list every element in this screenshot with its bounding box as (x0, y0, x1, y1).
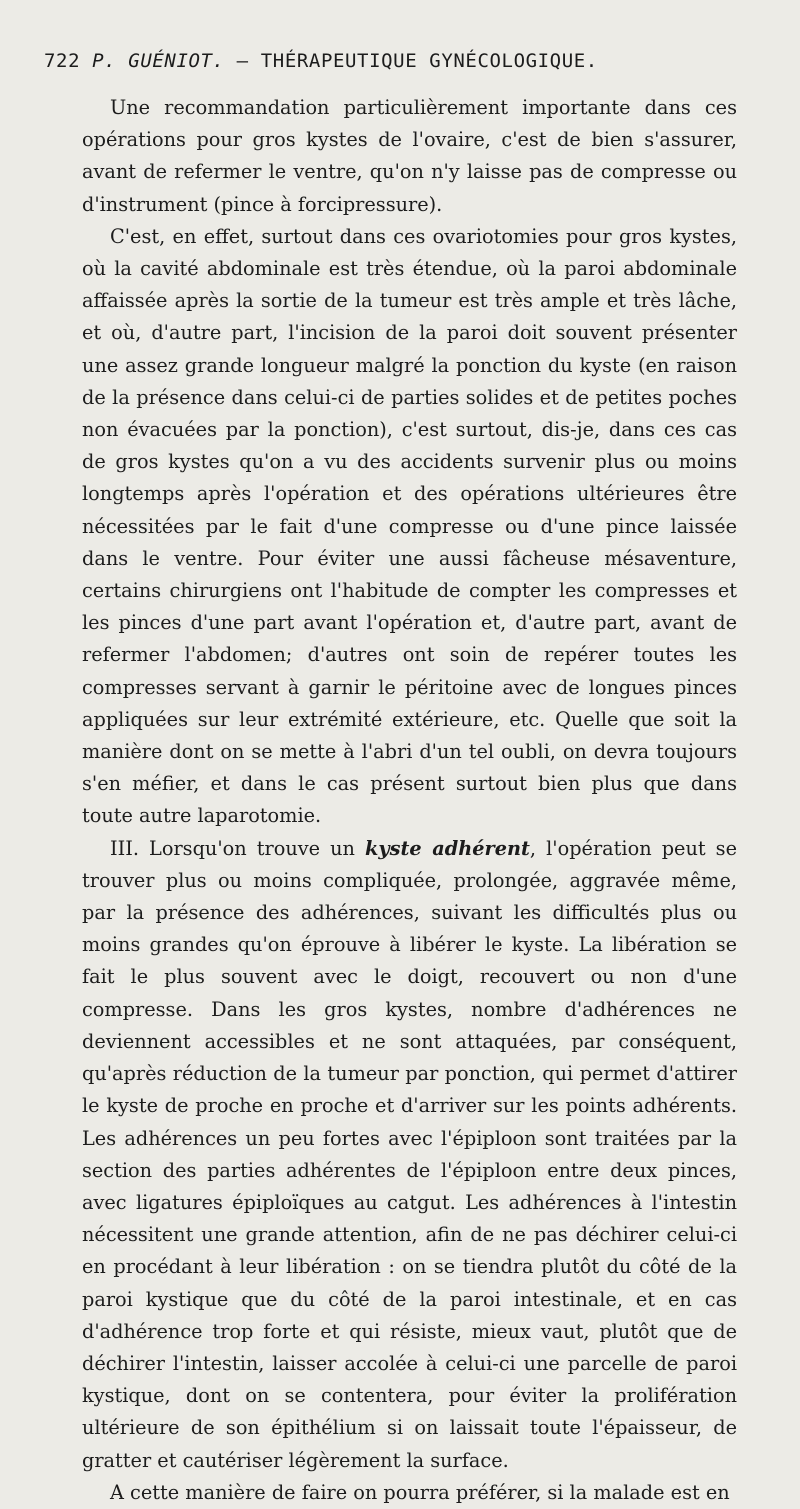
page-number: 722 (44, 50, 81, 72)
paragraph-3-lead: III. Lorsqu'on trouve un (110, 836, 366, 860)
chapter-title: THÉRAPEUTIQUE GYNÉCOLOGIQUE. (260, 50, 598, 72)
running-head (44, 50, 744, 72)
header-separator: – (236, 50, 249, 72)
author-name: P. GUÉNIOT. (92, 50, 225, 72)
emphasis-kyste-adherent: kyste adhérent (365, 836, 530, 860)
paragraph-1: Une recommandation particulièrement importante dans ces opérations pour gros kystes de l'ovaire, c'est de bien s'assurer, avant de refermer le ventre, qu'on n'y laisse pas de compresse ou d'instrument (pince à forcipressure). (82, 96, 737, 216)
paragraph-4: A cette manière de faire on pourra préférer, si la malade est en (110, 1480, 730, 1504)
paragraph-3 (82, 833, 737, 1477)
paragraph-2: C'est, en effet, surtout dans ces ovariotomies pour gros kystes, où la cavité abdominale est très étendue, où la paroi abdominale affaissée après la sortie de la tumeur est très ample et très lâche, et où, d'autre part, l'incision de la paroi doit souvent présenter une assez grande longueur malgré la ponction du kyste (en raison de la présence dans celui-ci de parties solides et de petites poches non évacuées par la ponction), c'est surtout, dis-je, dans ces cas de gros kystes qu'on a vu des accidents survenir plus ou moins longtemps après l'opération et des opérations ultérieures être nécessitées par le fait d'une compresse ou d'une pince laissée dans le ventre. Pour éviter une aussi fâcheuse mésaventure, certains chirurgiens ont l'habitude de compter les compresses et les pinces d'une part avant l'opération et, d'autre part, avant de refermer l'abdomen; d'autres ont soin de repérer toutes les compresses servant à garnir le péritoine avec de longues pinces appliquées sur leur extrémité extérieure, etc. Quelle que soit la manière dont on se mette à l'abri d'un tel oubli, on devra toujours s'en méfier, et dans le cas présent surtout bien plus que dans toute autre laparotomie. (82, 224, 737, 828)
body-text (82, 92, 737, 1509)
paragraph-3-body: , l'opération peut se trouver plus ou moins compliquée, prolongée, aggravée même, par la présence des adhérences, suivant les difficultés plus ou moins grandes qu'on éprouve à libérer le kyste. La libération se fait le plus souvent avec le doigt, recouvert ou non d'une compresse. Dans les gros kystes, nombre d'adhérences ne deviennent accessibles et ne sont attaquées, par conséquent, qu'après réduction de la tumeur par ponction, qui permet d'attirer le kyste de proche en proche et d'arriver sur les points adhérents. Les adhérences un peu fortes avec l'épiploon sont traitées par la section des parties adhérentes de l'épiploon entre deux pinces, avec ligatures épiploïques au catgut. Les adhérences à l'intestin nécessitent une grande attention, afin de ne pas déchirer celui-ci en procédant à leur libération : on se tiendra plutôt du côté de la paroi kystique que du côté de la paroi intestinale, et en cas d'adhérence trop forte et qui résiste, mieux vaut, plutôt que de déchirer l'intestin, laisser accolée à celui-ci une parcelle de paroi kystique, dont on se contentera, pour éviter la prolifération ultérieure de son épithélium si on laissait toute l'épaisseur, de gratter et cautériser légèrement la surface. (82, 836, 737, 1472)
